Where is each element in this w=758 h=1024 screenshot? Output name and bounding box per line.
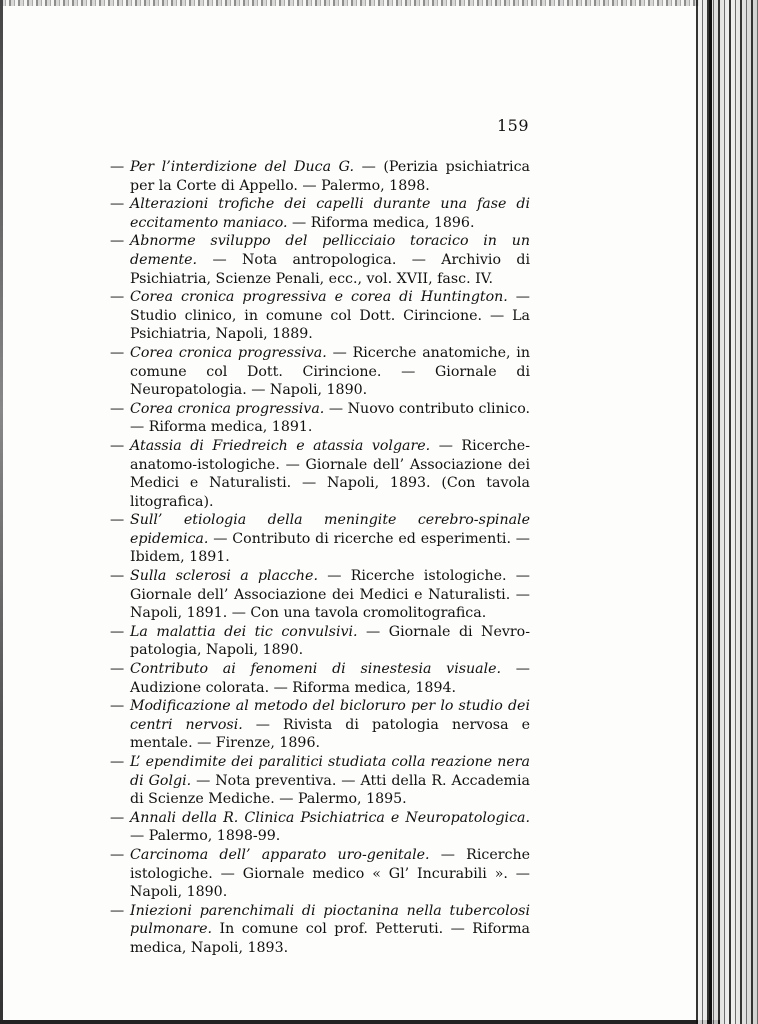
entry-details: — Ricerche-anatomo-istologiche. — Giornale dell’ Associazione dei Medici e Naturalisti. — Napoli, 1893. (Con tavola litografica). bbox=[130, 437, 530, 510]
entry-details: — Contributo di ricerche ed esperimenti. — Ibidem, 1891. bbox=[130, 530, 530, 566]
bibliography-entry bbox=[110, 697, 530, 753]
bibliography-entry bbox=[110, 195, 530, 232]
entry-dash: — bbox=[110, 698, 125, 715]
entry-dash: — bbox=[110, 568, 125, 585]
entry-title: Modificazione al metodo del bicloruro per lo studio dei centri nervosi. bbox=[130, 698, 530, 733]
entry-dash: — bbox=[110, 289, 125, 306]
bibliography-entry bbox=[110, 511, 530, 567]
entry-dash: — bbox=[110, 512, 125, 529]
entry-dash: — bbox=[110, 661, 125, 678]
entry-title: Atassia di Friedreich e atassia volgare. bbox=[130, 437, 431, 454]
entry-details: — Nuovo contributo clinico. — Riforma medica, 1891. bbox=[130, 400, 530, 436]
bibliography-entry bbox=[110, 288, 530, 344]
bibliography-entry bbox=[110, 809, 530, 846]
entry-details: — Giornale di Nevro-patologia, Napoli, 1890. bbox=[130, 623, 531, 659]
entry-title: Per l’interdizione del Duca G. bbox=[130, 159, 355, 175]
entry-title: Iniezioni parenchimali di pioctanina nella tubercolosi pulmonare. bbox=[130, 902, 530, 938]
entry-dash: — bbox=[110, 344, 125, 361]
entry-details: — Nota preventiva. — Atti della R. Accademia di Scienze Mediche. — Palermo, 1895. bbox=[130, 772, 530, 808]
page-number: 159 bbox=[497, 116, 530, 135]
entry-title: La malattia dei tic convulsivi. bbox=[130, 623, 358, 640]
entry-title: Corea cronica progressiva e corea di Huntington. bbox=[130, 289, 508, 306]
entry-details: — Riforma medica, 1896. bbox=[287, 214, 475, 231]
entry-details: — Rivista di patologia nervosa e mentale. — Firenze, 1896. bbox=[130, 716, 530, 752]
entry-dash: — bbox=[110, 846, 125, 863]
entry-details: — (Perizia psichiatrica per la Corte di Appello. — Palermo, 1898. bbox=[130, 159, 530, 194]
entry-details: — Ricerche anatomiche, in comune col Dott. Cirincione. — Giornale di Neuropatologia. — Napoli, 1890. bbox=[130, 344, 530, 399]
entry-dash: — bbox=[110, 400, 125, 417]
gutter-shadow-line bbox=[709, 0, 712, 1024]
entry-dash: — bbox=[110, 437, 125, 454]
bibliography-entry bbox=[110, 567, 530, 623]
bibliography-entry bbox=[110, 437, 530, 511]
entry-details: — Palermo, 1898-99. bbox=[130, 828, 281, 845]
entry-title: Annali della R. Clinica Psichiatrica e Neuropatologica. bbox=[130, 809, 530, 826]
entry-dash: — bbox=[110, 754, 125, 770]
entry-details: — Studio clinico, in comune col Dott. Cirincione. — La Psichiatria, Napoli, 1889. bbox=[130, 289, 530, 343]
entry-title: Carcinoma dell’ apparato uro-genitale. bbox=[130, 846, 430, 863]
entry-dash: — bbox=[110, 196, 125, 213]
bibliography-entry bbox=[110, 623, 530, 660]
page-left-edge bbox=[0, 0, 3, 1024]
entry-title: Contributo ai fenomeni di sinestesia visuale. bbox=[130, 661, 502, 678]
entry-title: Sulla sclerosi a placche. bbox=[130, 568, 318, 585]
bibliography-entry bbox=[110, 232, 530, 288]
entry-title: Abnorme sviluppo del pellicciaio toracico in un demente. bbox=[130, 233, 530, 268]
bibliography-entry bbox=[110, 846, 530, 902]
entry-dash: — bbox=[110, 159, 125, 175]
entry-details: — Nota antropologica. — Archivio di Psichiatria, Scienze Penali, ecc., vol. XVII, fasc. IV. bbox=[130, 251, 530, 287]
bibliography-entry bbox=[110, 660, 530, 697]
page-top-edge bbox=[0, 0, 700, 6]
page-bottom-edge bbox=[0, 1020, 720, 1024]
entry-details: In comune col prof. Petteruti. — Riforma medica, Napoli, 1893. bbox=[130, 921, 530, 956]
entry-dash: — bbox=[110, 623, 125, 640]
entry-details: — Audizione colorata. — Riforma medica, 1894. bbox=[130, 661, 530, 696]
entry-title: Corea cronica progressiva. bbox=[130, 400, 325, 417]
entry-dash: — bbox=[110, 233, 125, 250]
entry-title: Sull’ etiologia della meningite cerebro-spinale epidemica. bbox=[130, 512, 530, 547]
entry-details: — Ricerche istologiche. — Giornale dell’ Associazione dei Medici e Naturalisti. — Napoli, 1891. — Con una tavola cromolitografica. bbox=[130, 568, 530, 622]
entry-details: — Ricerche istologiche. — Giornale medico « Gl’ Incurabili ». — Napoli, 1890. bbox=[130, 846, 530, 901]
bibliography-entry bbox=[110, 902, 530, 958]
bibliography-list bbox=[110, 158, 530, 958]
entry-dash: — bbox=[110, 809, 125, 826]
bibliography-entry bbox=[110, 158, 530, 195]
entry-title: Corea cronica progressiva. bbox=[130, 344, 327, 361]
book-gutter bbox=[696, 0, 758, 1024]
entry-title: Alterazioni trofiche dei capelli durante una fase di eccitamento maniaco. bbox=[130, 196, 530, 231]
bibliography-entry bbox=[110, 344, 530, 400]
bibliography-entry bbox=[110, 400, 530, 437]
bibliography-entry bbox=[110, 753, 530, 809]
entry-title: L’ ependimite dei paralitici studiata colla reazione nera di Golgi. bbox=[130, 754, 530, 789]
entry-dash: — bbox=[110, 902, 125, 919]
